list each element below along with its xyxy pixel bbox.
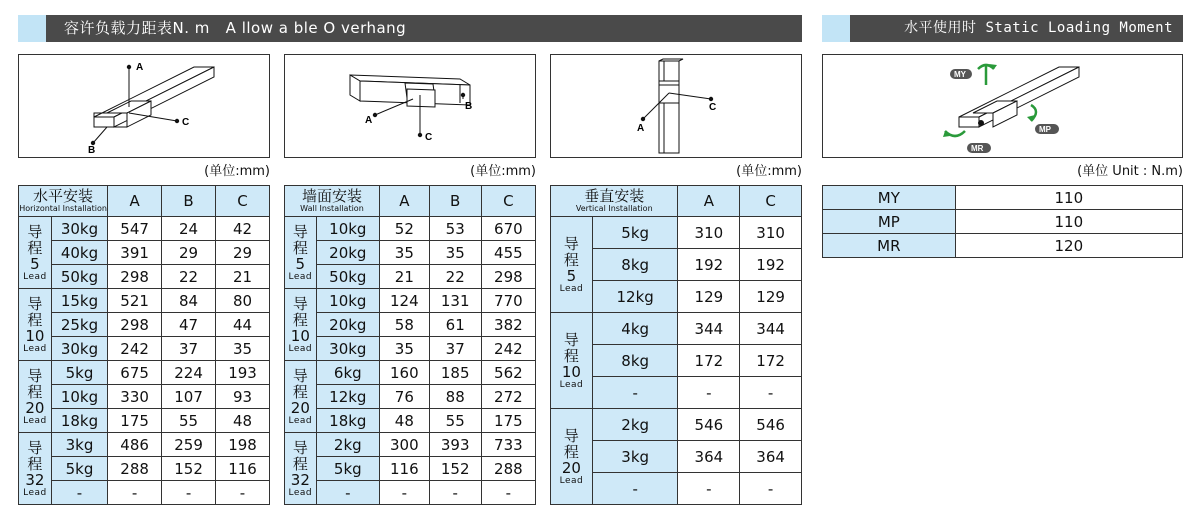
value-cell: 298: [481, 265, 535, 289]
unit-label: (单位 Unit : N.m): [1077, 164, 1183, 179]
col-header: C: [481, 186, 535, 217]
value-cell: 84: [162, 289, 216, 313]
lead-cell: 导 程 32 Lead: [285, 433, 317, 505]
lead-cell: 导 程 5 Lead: [19, 217, 52, 289]
value-cell: 172: [740, 345, 802, 377]
value-cell: 160: [379, 361, 429, 385]
load-cell: 40kg: [51, 241, 107, 265]
value-cell: 107: [162, 385, 216, 409]
load-cell: -: [51, 481, 107, 505]
value-cell: 486: [108, 433, 162, 457]
value-cell: 310: [678, 217, 740, 249]
wall-table: [284, 185, 536, 505]
value-cell: 44: [216, 313, 270, 337]
lead-cell: 导 程 20 Lead: [19, 361, 52, 433]
value-cell: 192: [740, 249, 802, 281]
static-moment-table: [822, 185, 1183, 258]
value-cell: 770: [481, 289, 535, 313]
load-cell: 10kg: [51, 385, 107, 409]
value-cell: 670: [481, 217, 535, 241]
value-cell: 52: [379, 217, 429, 241]
load-cell: 3kg: [51, 433, 107, 457]
value-cell: 48: [379, 409, 429, 433]
value-cell: 116: [216, 457, 270, 481]
value-cell: 547: [108, 217, 162, 241]
lead-cell: 导 程 5 Lead: [551, 217, 593, 313]
value-cell: 562: [481, 361, 535, 385]
table-title-cell: 垂直安装 Vertical Installation: [551, 186, 678, 217]
value-cell: 185: [429, 361, 481, 385]
value-cell: 675: [108, 361, 162, 385]
value-cell: -: [481, 481, 535, 505]
load-cell: 15kg: [51, 289, 107, 313]
load-cell: 5kg: [51, 361, 107, 385]
overhang-header: [18, 15, 802, 42]
value-cell: 22: [429, 265, 481, 289]
header-accent: [18, 15, 46, 42]
vertical-table: [550, 185, 802, 505]
load-cell: 12kg: [316, 385, 379, 409]
overhang-header-title: 容许负载力距表N. m A llow a ble O verhang: [64, 19, 407, 37]
value-cell: 29: [216, 241, 270, 265]
label-mr: MR: [971, 144, 984, 153]
label-c: C: [182, 117, 190, 128]
label-b: B: [88, 145, 96, 156]
value-cell: 48: [216, 409, 270, 433]
load-cell: 8kg: [592, 249, 678, 281]
load-cell: 20kg: [316, 241, 379, 265]
value-cell: 131: [429, 289, 481, 313]
load-cell: 5kg: [316, 457, 379, 481]
value-cell: 152: [162, 457, 216, 481]
value-cell: 382: [481, 313, 535, 337]
label-c: C: [709, 102, 717, 113]
value-cell: 21: [216, 265, 270, 289]
lead-cell: 导 程 10 Lead: [285, 289, 317, 361]
label-my: MY: [954, 70, 966, 79]
col-header: C: [216, 186, 270, 217]
value-cell: 310: [740, 217, 802, 249]
value-cell: 35: [216, 337, 270, 361]
load-cell: 2kg: [592, 409, 678, 441]
lead-cell: 导 程 20 Lead: [551, 409, 593, 505]
value-cell: 88: [429, 385, 481, 409]
value-cell: 37: [162, 337, 216, 361]
value-cell: 521: [108, 289, 162, 313]
value-cell: -: [740, 473, 802, 505]
value-cell: -: [678, 377, 740, 409]
load-cell: 12kg: [592, 281, 678, 313]
value-cell: 344: [678, 313, 740, 345]
load-cell: 5kg: [592, 217, 678, 249]
unit-label: (单位:mm): [204, 164, 270, 179]
vertical-rail-drawing: [551, 55, 803, 159]
load-cell: 25kg: [51, 313, 107, 337]
value-cell: 272: [481, 385, 535, 409]
load-cell: 6kg: [316, 361, 379, 385]
value-cell: 21: [379, 265, 429, 289]
table-title-cell: 墙面安装 Wall Installation: [285, 186, 380, 217]
value-cell: -: [379, 481, 429, 505]
unit-label: (单位:mm): [470, 164, 536, 179]
lead-cell: 导 程 10 Lead: [19, 289, 52, 361]
moment-key: MR: [823, 234, 956, 258]
load-cell: 30kg: [51, 337, 107, 361]
load-cell: 5kg: [51, 457, 107, 481]
value-cell: 175: [108, 409, 162, 433]
header-accent: [822, 15, 850, 42]
label-c: C: [425, 132, 433, 143]
load-cell: 4kg: [592, 313, 678, 345]
label-mp: MP: [1039, 125, 1051, 134]
value-cell: 193: [216, 361, 270, 385]
moment-value: 110: [955, 186, 1182, 210]
table-title-cell: 水平安装 Horizontal Installation: [19, 186, 108, 217]
load-cell: -: [316, 481, 379, 505]
wall-diagram: [284, 54, 536, 158]
lead-cell: 导 程 32 Lead: [19, 433, 52, 505]
load-cell: 30kg: [316, 337, 379, 361]
value-cell: 55: [429, 409, 481, 433]
lead-cell: 导 程 20 Lead: [285, 361, 317, 433]
value-cell: 152: [429, 457, 481, 481]
horizontal-table: [18, 185, 270, 505]
value-cell: -: [162, 481, 216, 505]
horizontal-diagram: [18, 54, 270, 158]
value-cell: 35: [379, 337, 429, 361]
load-cell: 30kg: [51, 217, 107, 241]
lead-cell: 导 程 5 Lead: [285, 217, 317, 289]
value-cell: 242: [481, 337, 535, 361]
load-cell: 10kg: [316, 217, 379, 241]
value-cell: 364: [740, 441, 802, 473]
value-cell: 192: [678, 249, 740, 281]
value-cell: 259: [162, 433, 216, 457]
label-a: A: [637, 123, 645, 134]
value-cell: 42: [216, 217, 270, 241]
value-cell: 124: [379, 289, 429, 313]
col-header: A: [379, 186, 429, 217]
value-cell: -: [678, 473, 740, 505]
load-cell: 3kg: [592, 441, 678, 473]
col-header: A: [108, 186, 162, 217]
load-cell: 20kg: [316, 313, 379, 337]
moment-value: 110: [955, 210, 1182, 234]
col-header: B: [429, 186, 481, 217]
value-cell: 29: [162, 241, 216, 265]
value-cell: 22: [162, 265, 216, 289]
value-cell: 61: [429, 313, 481, 337]
static-moment-header-title: 水平使用时 Static Loading Moment: [904, 20, 1173, 36]
value-cell: 35: [379, 241, 429, 265]
value-cell: 129: [740, 281, 802, 313]
value-cell: 298: [108, 313, 162, 337]
value-cell: 93: [216, 385, 270, 409]
value-cell: 546: [678, 409, 740, 441]
wall-rail-drawing: [285, 55, 537, 159]
value-cell: 58: [379, 313, 429, 337]
value-cell: 455: [481, 241, 535, 265]
load-cell: 18kg: [51, 409, 107, 433]
value-cell: 116: [379, 457, 429, 481]
value-cell: 35: [429, 241, 481, 265]
load-cell: -: [592, 473, 678, 505]
moment-diagram: [822, 54, 1183, 158]
value-cell: 733: [481, 433, 535, 457]
value-cell: 546: [740, 409, 802, 441]
value-cell: 364: [678, 441, 740, 473]
value-cell: 198: [216, 433, 270, 457]
value-cell: 47: [162, 313, 216, 337]
value-cell: -: [216, 481, 270, 505]
col-header: B: [162, 186, 216, 217]
load-cell: 18kg: [316, 409, 379, 433]
moment-rail-drawing: [823, 55, 1184, 159]
value-cell: 24: [162, 217, 216, 241]
value-cell: 242: [108, 337, 162, 361]
value-cell: 344: [740, 313, 802, 345]
value-cell: 288: [481, 457, 535, 481]
value-cell: 76: [379, 385, 429, 409]
label-a: A: [136, 62, 144, 73]
load-cell: 50kg: [316, 265, 379, 289]
value-cell: 298: [108, 265, 162, 289]
value-cell: -: [429, 481, 481, 505]
lead-cell: 导 程 10 Lead: [551, 313, 593, 409]
col-header: A: [678, 186, 740, 217]
load-cell: 8kg: [592, 345, 678, 377]
horizontal-rail-drawing: [19, 55, 271, 159]
value-cell: 80: [216, 289, 270, 313]
vertical-diagram: [550, 54, 802, 158]
value-cell: 330: [108, 385, 162, 409]
moment-value: 120: [955, 234, 1182, 258]
value-cell: 55: [162, 409, 216, 433]
static-moment-header: [822, 15, 1183, 42]
value-cell: 175: [481, 409, 535, 433]
moment-key: MP: [823, 210, 956, 234]
label-b: B: [465, 101, 473, 112]
value-cell: 172: [678, 345, 740, 377]
unit-label: (单位:mm): [736, 164, 802, 179]
load-cell: 10kg: [316, 289, 379, 313]
value-cell: 393: [429, 433, 481, 457]
value-cell: 300: [379, 433, 429, 457]
value-cell: 288: [108, 457, 162, 481]
load-cell: -: [592, 377, 678, 409]
value-cell: -: [108, 481, 162, 505]
load-cell: 50kg: [51, 265, 107, 289]
value-cell: 53: [429, 217, 481, 241]
value-cell: 391: [108, 241, 162, 265]
load-cell: 2kg: [316, 433, 379, 457]
moment-key: MY: [823, 186, 956, 210]
value-cell: 224: [162, 361, 216, 385]
value-cell: 129: [678, 281, 740, 313]
value-cell: -: [740, 377, 802, 409]
col-header: C: [740, 186, 802, 217]
value-cell: 37: [429, 337, 481, 361]
label-a: A: [365, 115, 373, 126]
